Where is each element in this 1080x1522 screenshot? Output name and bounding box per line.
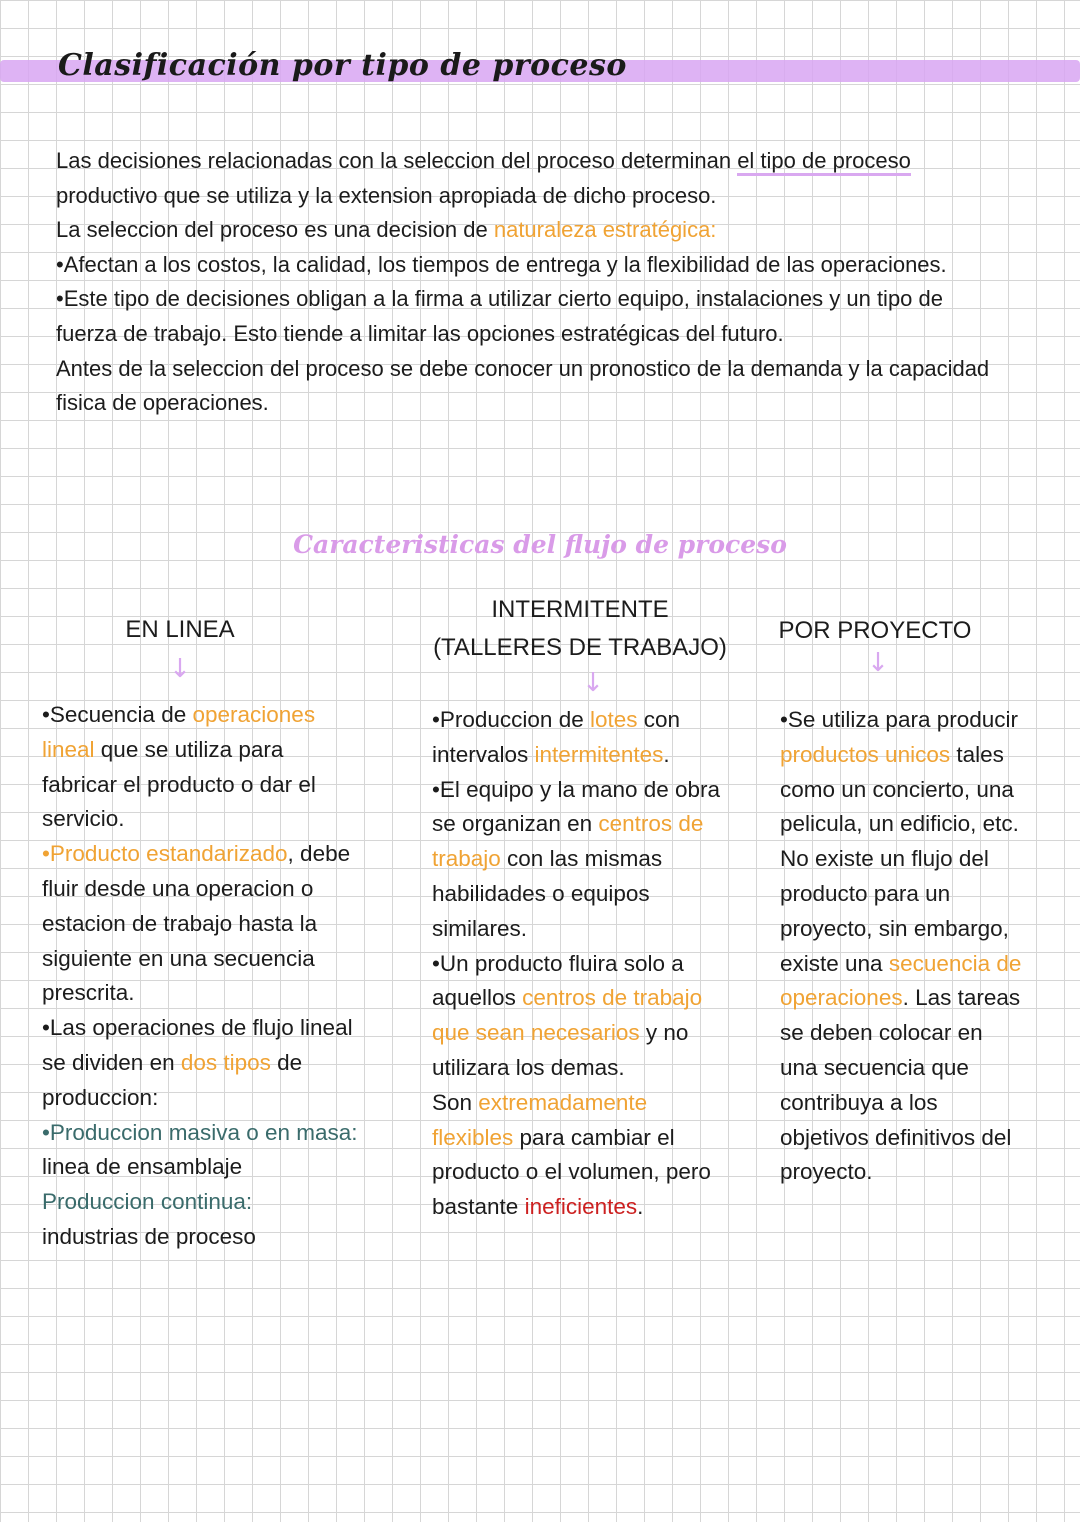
col-paragraph — [42, 1011, 360, 1115]
col-highlight-text: secuencia de operaciones — [780, 950, 1022, 1011]
col-key-text: Produccion continua: — [42, 1189, 253, 1215]
intro-bullet-1: •Afectan a los costos, la calidad, los tiempos de entrega y la flexibilidad de las operaciones. — [56, 251, 947, 277]
col-highlight-text: productos unicos — [780, 741, 951, 767]
col-paragraph — [42, 698, 360, 837]
col-text: Son — [432, 1089, 479, 1115]
intro-paragraph-2 — [56, 213, 996, 248]
intro-text: La seleccion del proceso es una decision de — [56, 217, 494, 243]
intro-paragraph-1 — [56, 144, 996, 213]
column-heading-por-proyecto: POR PROYECTO — [778, 617, 972, 644]
section-subtitle: Caracteristicas del flujo de proceso — [293, 530, 787, 559]
col-alert-text: ineficientes — [524, 1194, 638, 1220]
column-heading-en-linea: EN LINEA — [125, 616, 235, 643]
col-text: •Un producto fluira solo a aquellos — [432, 950, 684, 1011]
col-paragraph — [432, 773, 732, 947]
col-highlight-text: lotes — [589, 707, 638, 732]
intro-highlight-text: naturaleza estratégica: — [493, 217, 717, 243]
col-text: de produccion: — [42, 1049, 303, 1110]
col-text: •Secuencia de — [42, 702, 193, 727]
col-highlight-text: centros de trabajo — [432, 811, 704, 872]
col-text: linea de ensamblaje — [42, 1154, 243, 1180]
intro-paragraph-3: Antes de la seleccion del proceso se debe conocer un pronostico de la demanda y la capacidad fisica de operaciones. — [56, 355, 990, 416]
col-highlight-text: centros de trabajo que sean necesarios — [432, 985, 703, 1046]
col-highlight-text: operaciones lineal — [42, 702, 316, 762]
col-highlight-text: •Producto estandarizado — [42, 841, 288, 867]
col-paragraph — [432, 947, 732, 1086]
column-heading-intermitente — [420, 591, 740, 667]
col-text: No existe un flujo del producto para un proyecto, sin embargo, existe una — [780, 846, 1009, 976]
intro-underlined-text: el tipo de proceso — [737, 148, 911, 176]
intro-bullet-2: •Este tipo de decisiones obligan a la firma a utilizar cierto equipo, instalaciones y un tipo de fuerza de trabajo. Esto tiende a limitar las opciones estratégicas del futuro. — [56, 286, 943, 346]
intro-text: Las decisiones relacionadas con la seleccion del proceso determinan — [56, 148, 738, 173]
col-paragraph — [780, 842, 1025, 1190]
arrow-down-icon: ↓ — [169, 654, 191, 684]
col-paragraph — [42, 1116, 360, 1186]
col-paragraph: industrias de proceso — [42, 1223, 256, 1249]
column-heading-line: INTERMITENTE — [491, 596, 669, 623]
col-text: . Las tareas se deben colocar en una secuencia que contribuya a los objetivos definitivos del proyecto. — [780, 985, 1021, 1185]
col-paragraph — [432, 1086, 732, 1225]
col-highlight-text: dos tipos — [180, 1049, 271, 1075]
col-text: y no utilizara los demas. — [432, 1020, 689, 1080]
col-text: . — [663, 741, 670, 767]
col-text: , debe fluir desde una operacion o estacion de trabajo hasta la siguiente en una secuencia prescrita. — [42, 841, 351, 1006]
column-por-proyecto — [780, 703, 1025, 1190]
col-paragraph — [432, 703, 732, 773]
col-paragraph — [42, 1185, 360, 1220]
col-text: para cambiar el producto o el volumen, pero bastante — [432, 1124, 711, 1220]
col-text: que se utiliza para fabricar el producto o dar el servicio. — [42, 736, 316, 832]
page-title: Clasificación por tipo de proceso — [58, 48, 627, 83]
intro-section — [56, 144, 996, 421]
col-text: con intervalos — [432, 707, 681, 767]
col-text: tales como un concierto, una pelicula, un edificio, etc. — [780, 741, 1019, 837]
col-paragraph — [42, 837, 360, 1011]
column-en-linea — [42, 698, 360, 1255]
column-heading-line: (TALLERES DE TRABAJO) — [433, 634, 727, 661]
column-intermitente — [432, 703, 732, 1225]
col-paragraph — [780, 703, 1025, 842]
col-text: . — [637, 1194, 644, 1220]
arrow-down-icon: ↓ — [867, 648, 889, 678]
col-text: •El equipo y la mano de obra se organizan en — [432, 776, 721, 837]
col-text: •Se utiliza para producir — [780, 707, 1018, 732]
col-key-text: •Produccion masiva o en masa: — [42, 1119, 358, 1145]
intro-text: productivo que se utiliza y la extension apropiada de dicho proceso. — [56, 182, 717, 208]
col-text: •Produccion de — [432, 707, 590, 732]
col-text: con las mismas habilidades o equipos similares. — [432, 846, 663, 941]
col-highlight-text: intermitentes — [534, 741, 664, 767]
col-text: •Las operaciones de flujo lineal se dividen en — [42, 1015, 353, 1075]
arrow-down-icon: ↓ — [582, 668, 604, 698]
col-highlight-text: extremadamente flexibles — [432, 1089, 648, 1150]
